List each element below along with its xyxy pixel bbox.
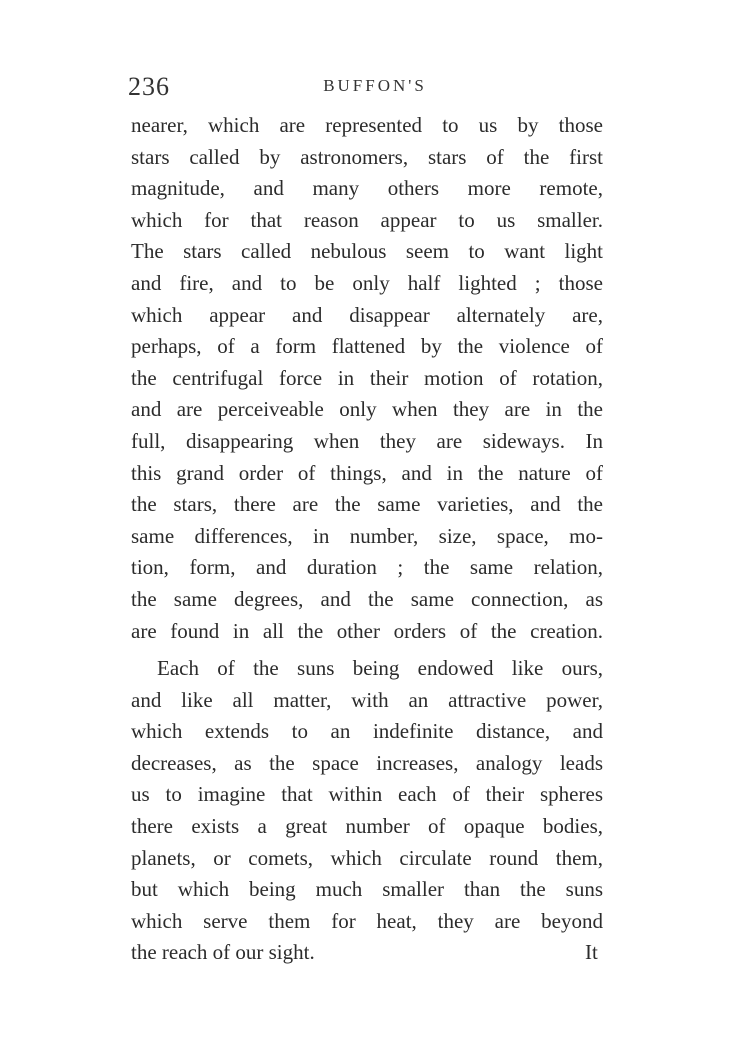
- catchword: It: [585, 940, 598, 964]
- text-line: and fire, and to be only half lighted ; those: [131, 270, 603, 295]
- text-line: full, disappearing when they are sideways. In: [131, 428, 603, 453]
- text-line: which serve them for heat, they are beyond: [131, 908, 603, 933]
- text-line: the same degrees, and the same connection, as: [131, 586, 603, 611]
- text-line: same differences, in number, size, space, mo-: [131, 523, 603, 548]
- text-line: but which being much smaller than the suns: [131, 877, 603, 902]
- text-line: magnitude, and many others more remote,: [131, 176, 603, 201]
- paragraph-1: [131, 110, 603, 647]
- body-text: [131, 110, 603, 969]
- text-line: and are perceiveable only when they are in the: [131, 397, 603, 422]
- text-line: this grand order of things, and in the nature of: [131, 460, 603, 485]
- text-line: nearer, which are represented to us by those: [131, 113, 603, 137]
- text-line: decreases, as the space increases, analogy leads: [131, 750, 603, 775]
- text-line: and like all matter, with an attractive power,: [131, 687, 603, 712]
- paragraph-2: [131, 653, 603, 969]
- text-line: there exists a great number of opaque bodies,: [131, 814, 603, 839]
- text-line: which for that reason appear to us smaller.: [131, 207, 603, 232]
- text-line: tion, form, and duration ; the same relation,: [131, 555, 603, 580]
- page-number: 236: [128, 72, 170, 101]
- text-line: stars called by astronomers, stars of the first: [131, 144, 603, 169]
- text-line: The stars called nebulous seem to want light: [131, 239, 603, 264]
- text-line: which extends to an indefinite distance, and: [131, 719, 603, 744]
- text-line: are found in all the other orders of the creation.: [131, 618, 603, 643]
- text-line: planets, or comets, which circulate round them,: [131, 845, 603, 870]
- text-line: perhaps, of a form flattened by the violence of: [131, 334, 603, 359]
- text-line: the stars, there are the same varieties, and the: [131, 492, 603, 517]
- text-line: us to imagine that within each of their spheres: [131, 782, 603, 807]
- running-head: BUFFON'S: [323, 76, 427, 95]
- text-line: which appear and disappear alternately are,: [131, 302, 603, 327]
- text-line: the reach of our sight.: [131, 940, 315, 965]
- text-line: the centrifugal force in their motion of rotation,: [131, 365, 603, 390]
- text-line: Each of the suns being endowed like ours,: [157, 656, 603, 681]
